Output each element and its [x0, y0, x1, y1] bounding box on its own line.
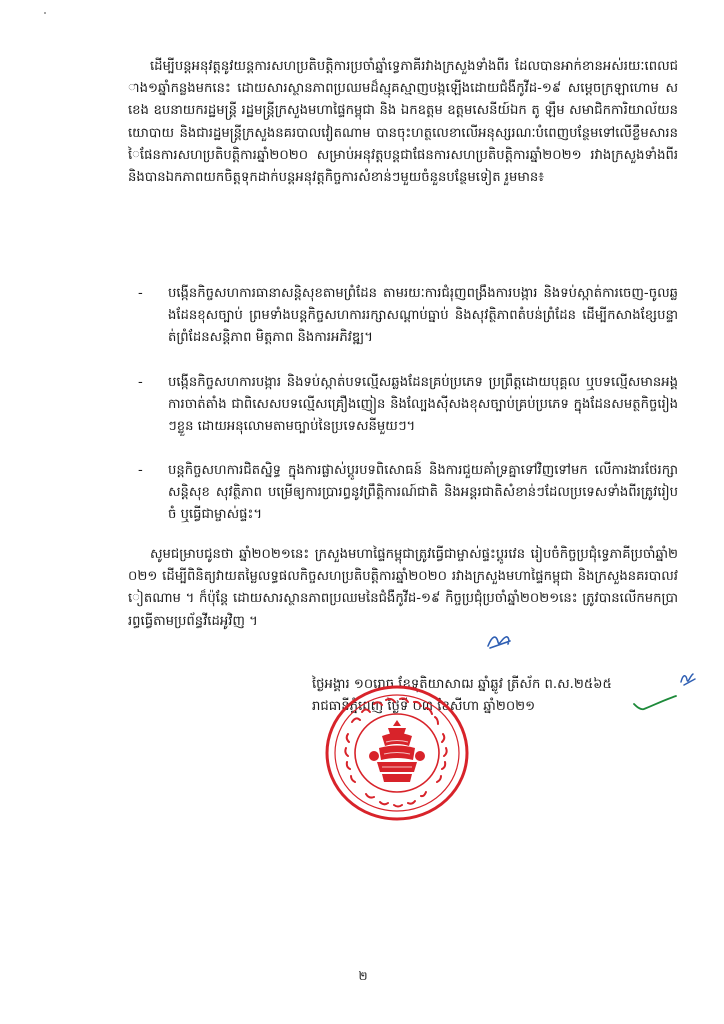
scan-speck — [44, 12, 46, 14]
bullet-text: បង្កើនកិច្ចសហការធានាសន្តិសុខតាមព្រំដែន តាមរយៈការជំរុញពង្រឹងការបង្ការ និងទប់ស្កាត់ការចេញ-ចូលឆ្លងដែនខុសច្បាប់ ព្រមទាំងបន្តកិច្ចសហការរក្សាសណ្ដាប់ធ្នាប់ និងសុវត្ថិភាពតំបន់ព្រំដែន ដើម្បីកសាងខ្សែបន្ទាត់ព្រំដែនសន្តិភាព មិត្តភាព និងការអភិវឌ្ឍ។ — [168, 286, 678, 346]
checkmark-icon — [632, 694, 678, 714]
bullet-item — [138, 460, 678, 527]
page-number: ២ — [358, 969, 368, 983]
bullet-marker: - — [138, 286, 143, 301]
date-lunar: ថ្ងៃអង្គារ ១០រោច ខែទុតិយាសាឍ ឆ្នាំឆ្លូវ ត្រីស័ក ព.ស.២៥៦៥ — [312, 677, 612, 692]
bullet-text: បន្តកិច្ចសហការជិតស្និទ្ធ ក្នុងការផ្លាស់ប្ដូរបទពិសោធន៍ និងការជួយគាំទ្រគ្នាទៅវិញទៅមក លើការងារថែរក្សាសន្តិសុខ សុវត្ថិភាព បម្រើឲ្យការប្រារព្ធនូវព្រឹត្តិការណ៍ជាតិ និងអន្តរជាតិសំខាន់ៗដែលប្រទេសទាំងពីរត្រូវរៀបចំ ឬធ្វើជាម្ចាស់ផ្ទះ។ — [168, 463, 678, 523]
signature-initial-icon — [678, 670, 698, 688]
bullet-marker: - — [138, 375, 143, 390]
bullet-marker: - — [138, 463, 143, 478]
paragraph-notice: សូមជម្រាបជូនថា ឆ្នាំ២០២១នេះ ក្រសួងមហាផ្ទៃកម្ពុជាត្រូវធ្វើជាម្ចាស់ផ្ទះប្ដូរវេន រៀបចំកិច្ចប្រជុំទ្វេភាគីប្រចាំឆ្នាំ២០២១ ដើម្បីពិនិត្យវាយតម្លៃលទ្ធផលកិច្ចសហប្រតិបត្តិការឆ្នាំ២០២០ រវាងក្រសួងមហាផ្ទៃកម្ពុជា និងក្រសួងនគរបាលវៀតណាម ។ ក៏ប៉ុន្តែ ដោយសារស្ថានភាពប្រឈមនៃជំងឺកូវីដ-១៩ កិច្ចប្រជុំប្រចាំឆ្នាំ២០២១នេះ ត្រូវបានលើកមកប្រារព្ធធ្វើតាមប្រព័ន្ធវីដេអូវិញ ។ — [128, 547, 678, 629]
bullet-item — [138, 372, 678, 439]
bullet-text: បង្កើនកិច្ចសហការបង្ការ និងទប់ស្កាត់បទល្មើសឆ្លងដែនគ្រប់ប្រភេទ ប្រព្រឹត្តដោយបុគ្គល ឬបទល្មើសមានអង្គការចាត់តាំង ជាពិសេសបទល្មើសគ្រឿងញៀន និងល្បែងស៊ីសងខុសច្បាប់គ្រប់ប្រភេទ ក្នុងដែនសមត្ថកិច្ចរៀងៗខ្លួន ដោយអនុលោមតាមច្បាប់នៃប្រទេសនីមួយៗ។ — [168, 375, 678, 435]
official-seal-icon — [322, 682, 472, 824]
signature-initial-icon — [486, 632, 512, 650]
date-solar: រាជធានីភ្នំពេញ ថ្ងៃទី ០៣ ខែសីហា ឆ្នាំ២០២១ — [312, 699, 536, 714]
paragraph-intro: ដើម្បីបន្តអនុវត្តនូវយន្តការសហប្រតិបត្តិការប្រចាំឆ្នាំទ្វេភាគីរវាងក្រសួងទាំងពីរ ដែលបានអាក់ខានអស់រយៈពេលជាង១ឆ្នាំកន្លងមកនេះ ដោយសារស្ថានភាពប្រឈមដ៏ស្មុគស្មាញបង្កឡើងដោយជំងឺកូវីដ-១៩ សម្ដេចក្រឡាហោម ស ខេង ឧបនាយករដ្ឋមន្ត្រី រដ្ឋមន្ត្រីក្រសួងមហាផ្ទៃកម្ពុជា និង ឯកឧត្តម ឧត្តមសេនីយ៍ឯក តូ ឡឹម សមាជិកការិយាល័យនយោបាយ និងជារដ្ឋមន្ត្រីក្រសួងនគរបាលវៀតណាម បានចុះហត្ថលេខាលើអនុស្សរណៈបំពេញបន្ថែមទៅលើខ្លឹមសារនៃផែនការសហប្រតិបត្តិការឆ្នាំ២០២០ សម្រាប់អនុវត្តបន្តជាផែនការសហប្រតិបត្តិការឆ្នាំ២០២១ រវាងក្រសួងទាំងពីរ និងបានឯកភាពយកចិត្តទុកដាក់បន្តអនុវត្តកិច្ចការសំខាន់ៗមួយចំនួនបន្ថែមទៀត រួមមាន៖ — [128, 59, 678, 186]
bullet-item — [138, 283, 678, 350]
